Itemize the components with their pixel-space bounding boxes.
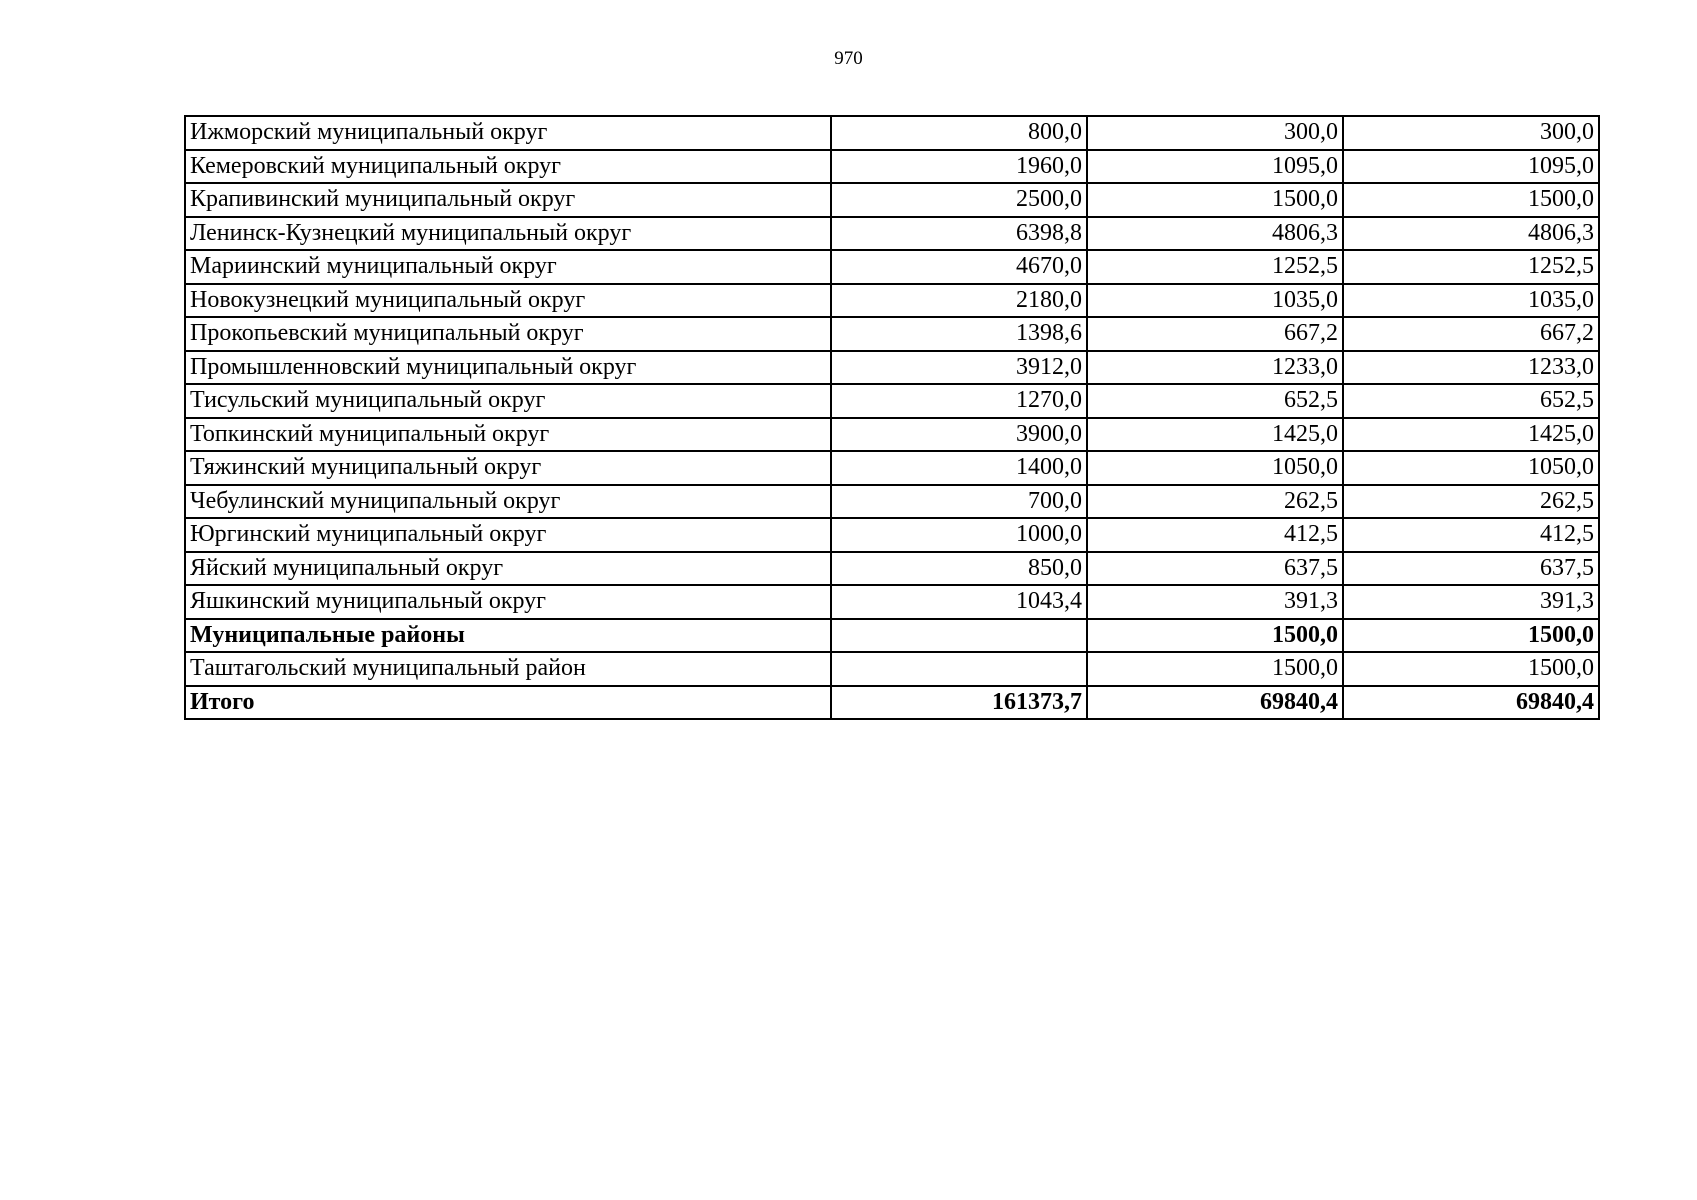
value-col-1-cell: 4670,0 bbox=[831, 250, 1087, 284]
table-row bbox=[185, 384, 1599, 418]
district-name-cell: Таштагольский муниципальный район bbox=[185, 652, 831, 686]
district-name-cell: Кемеровский муниципальный округ bbox=[185, 150, 831, 184]
table-row bbox=[185, 418, 1599, 452]
value-col-1-cell: 1400,0 bbox=[831, 451, 1087, 485]
value-col-3-cell: 667,2 bbox=[1343, 317, 1599, 351]
district-name-cell: Ижморский муниципальный округ bbox=[185, 116, 831, 150]
table-row bbox=[185, 518, 1599, 552]
table-body bbox=[185, 116, 1599, 719]
district-name-cell: Муниципальные районы bbox=[185, 619, 831, 653]
value-col-1-cell: 850,0 bbox=[831, 552, 1087, 586]
district-name-cell: Новокузнецкий муниципальный округ bbox=[185, 284, 831, 318]
value-col-2-cell: 1425,0 bbox=[1087, 418, 1343, 452]
value-col-1-cell: 800,0 bbox=[831, 116, 1087, 150]
value-col-2-cell: 412,5 bbox=[1087, 518, 1343, 552]
value-col-3-cell: 1425,0 bbox=[1343, 418, 1599, 452]
district-name-cell: Промышленновский муниципальный округ bbox=[185, 351, 831, 385]
value-col-1-cell: 3912,0 bbox=[831, 351, 1087, 385]
value-col-3-cell: 1095,0 bbox=[1343, 150, 1599, 184]
value-col-2-cell: 667,2 bbox=[1087, 317, 1343, 351]
table-row bbox=[185, 150, 1599, 184]
value-col-3-cell: 4806,3 bbox=[1343, 217, 1599, 251]
budget-table bbox=[184, 115, 1600, 720]
value-col-2-cell: 1500,0 bbox=[1087, 183, 1343, 217]
value-col-1-cell: 6398,8 bbox=[831, 217, 1087, 251]
table-row bbox=[185, 317, 1599, 351]
value-col-2-cell: 1050,0 bbox=[1087, 451, 1343, 485]
value-col-2-cell: 69840,4 bbox=[1087, 686, 1343, 720]
table-row bbox=[185, 686, 1599, 720]
table-row bbox=[185, 552, 1599, 586]
table-row bbox=[185, 619, 1599, 653]
value-col-1-cell: 2180,0 bbox=[831, 284, 1087, 318]
table-row bbox=[185, 116, 1599, 150]
table-row bbox=[185, 485, 1599, 519]
value-col-2-cell: 1252,5 bbox=[1087, 250, 1343, 284]
district-name-cell: Юргинский муниципальный округ bbox=[185, 518, 831, 552]
district-name-cell: Прокопьевский муниципальный округ bbox=[185, 317, 831, 351]
value-col-2-cell: 262,5 bbox=[1087, 485, 1343, 519]
table-row bbox=[185, 451, 1599, 485]
district-name-cell: Ленинск-Кузнецкий муниципальный округ bbox=[185, 217, 831, 251]
value-col-3-cell: 1500,0 bbox=[1343, 183, 1599, 217]
page-number: 970 bbox=[834, 48, 863, 69]
value-col-3-cell: 637,5 bbox=[1343, 552, 1599, 586]
value-col-1-cell: 3900,0 bbox=[831, 418, 1087, 452]
table-row bbox=[185, 585, 1599, 619]
value-col-3-cell: 1233,0 bbox=[1343, 351, 1599, 385]
value-col-2-cell: 1035,0 bbox=[1087, 284, 1343, 318]
table-row bbox=[185, 217, 1599, 251]
district-name-cell: Мариинский муниципальный округ bbox=[185, 250, 831, 284]
value-col-1-cell bbox=[831, 652, 1087, 686]
value-col-2-cell: 1500,0 bbox=[1087, 619, 1343, 653]
value-col-2-cell: 1095,0 bbox=[1087, 150, 1343, 184]
value-col-3-cell: 1050,0 bbox=[1343, 451, 1599, 485]
table-row bbox=[185, 183, 1599, 217]
value-col-1-cell: 1000,0 bbox=[831, 518, 1087, 552]
table-row bbox=[185, 652, 1599, 686]
value-col-3-cell: 300,0 bbox=[1343, 116, 1599, 150]
value-col-3-cell: 1500,0 bbox=[1343, 652, 1599, 686]
district-name-cell: Тисульский муниципальный округ bbox=[185, 384, 831, 418]
table-row bbox=[185, 250, 1599, 284]
value-col-2-cell: 1500,0 bbox=[1087, 652, 1343, 686]
value-col-3-cell: 391,3 bbox=[1343, 585, 1599, 619]
value-col-1-cell: 700,0 bbox=[831, 485, 1087, 519]
district-name-cell: Чебулинский муниципальный округ bbox=[185, 485, 831, 519]
value-col-1-cell: 2500,0 bbox=[831, 183, 1087, 217]
value-col-3-cell: 1252,5 bbox=[1343, 250, 1599, 284]
value-col-2-cell: 391,3 bbox=[1087, 585, 1343, 619]
table-row bbox=[185, 284, 1599, 318]
value-col-3-cell: 69840,4 bbox=[1343, 686, 1599, 720]
district-name-cell: Яшкинский муниципальный округ bbox=[185, 585, 831, 619]
value-col-2-cell: 652,5 bbox=[1087, 384, 1343, 418]
value-col-3-cell: 1500,0 bbox=[1343, 619, 1599, 653]
value-col-3-cell: 262,5 bbox=[1343, 485, 1599, 519]
district-name-cell: Яйский муниципальный округ bbox=[185, 552, 831, 586]
value-col-2-cell: 1233,0 bbox=[1087, 351, 1343, 385]
value-col-3-cell: 412,5 bbox=[1343, 518, 1599, 552]
value-col-1-cell: 1398,6 bbox=[831, 317, 1087, 351]
table-row bbox=[185, 351, 1599, 385]
value-col-1-cell bbox=[831, 619, 1087, 653]
value-col-1-cell: 161373,7 bbox=[831, 686, 1087, 720]
value-col-1-cell: 1270,0 bbox=[831, 384, 1087, 418]
value-col-3-cell: 652,5 bbox=[1343, 384, 1599, 418]
value-col-1-cell: 1043,4 bbox=[831, 585, 1087, 619]
district-name-cell: Крапивинский муниципальный округ bbox=[185, 183, 831, 217]
budget-table-container bbox=[184, 115, 1598, 720]
value-col-2-cell: 637,5 bbox=[1087, 552, 1343, 586]
value-col-2-cell: 300,0 bbox=[1087, 116, 1343, 150]
district-name-cell: Топкинский муниципальный округ bbox=[185, 418, 831, 452]
district-name-cell: Итого bbox=[185, 686, 831, 720]
value-col-2-cell: 4806,3 bbox=[1087, 217, 1343, 251]
value-col-3-cell: 1035,0 bbox=[1343, 284, 1599, 318]
value-col-1-cell: 1960,0 bbox=[831, 150, 1087, 184]
district-name-cell: Тяжинский муниципальный округ bbox=[185, 451, 831, 485]
